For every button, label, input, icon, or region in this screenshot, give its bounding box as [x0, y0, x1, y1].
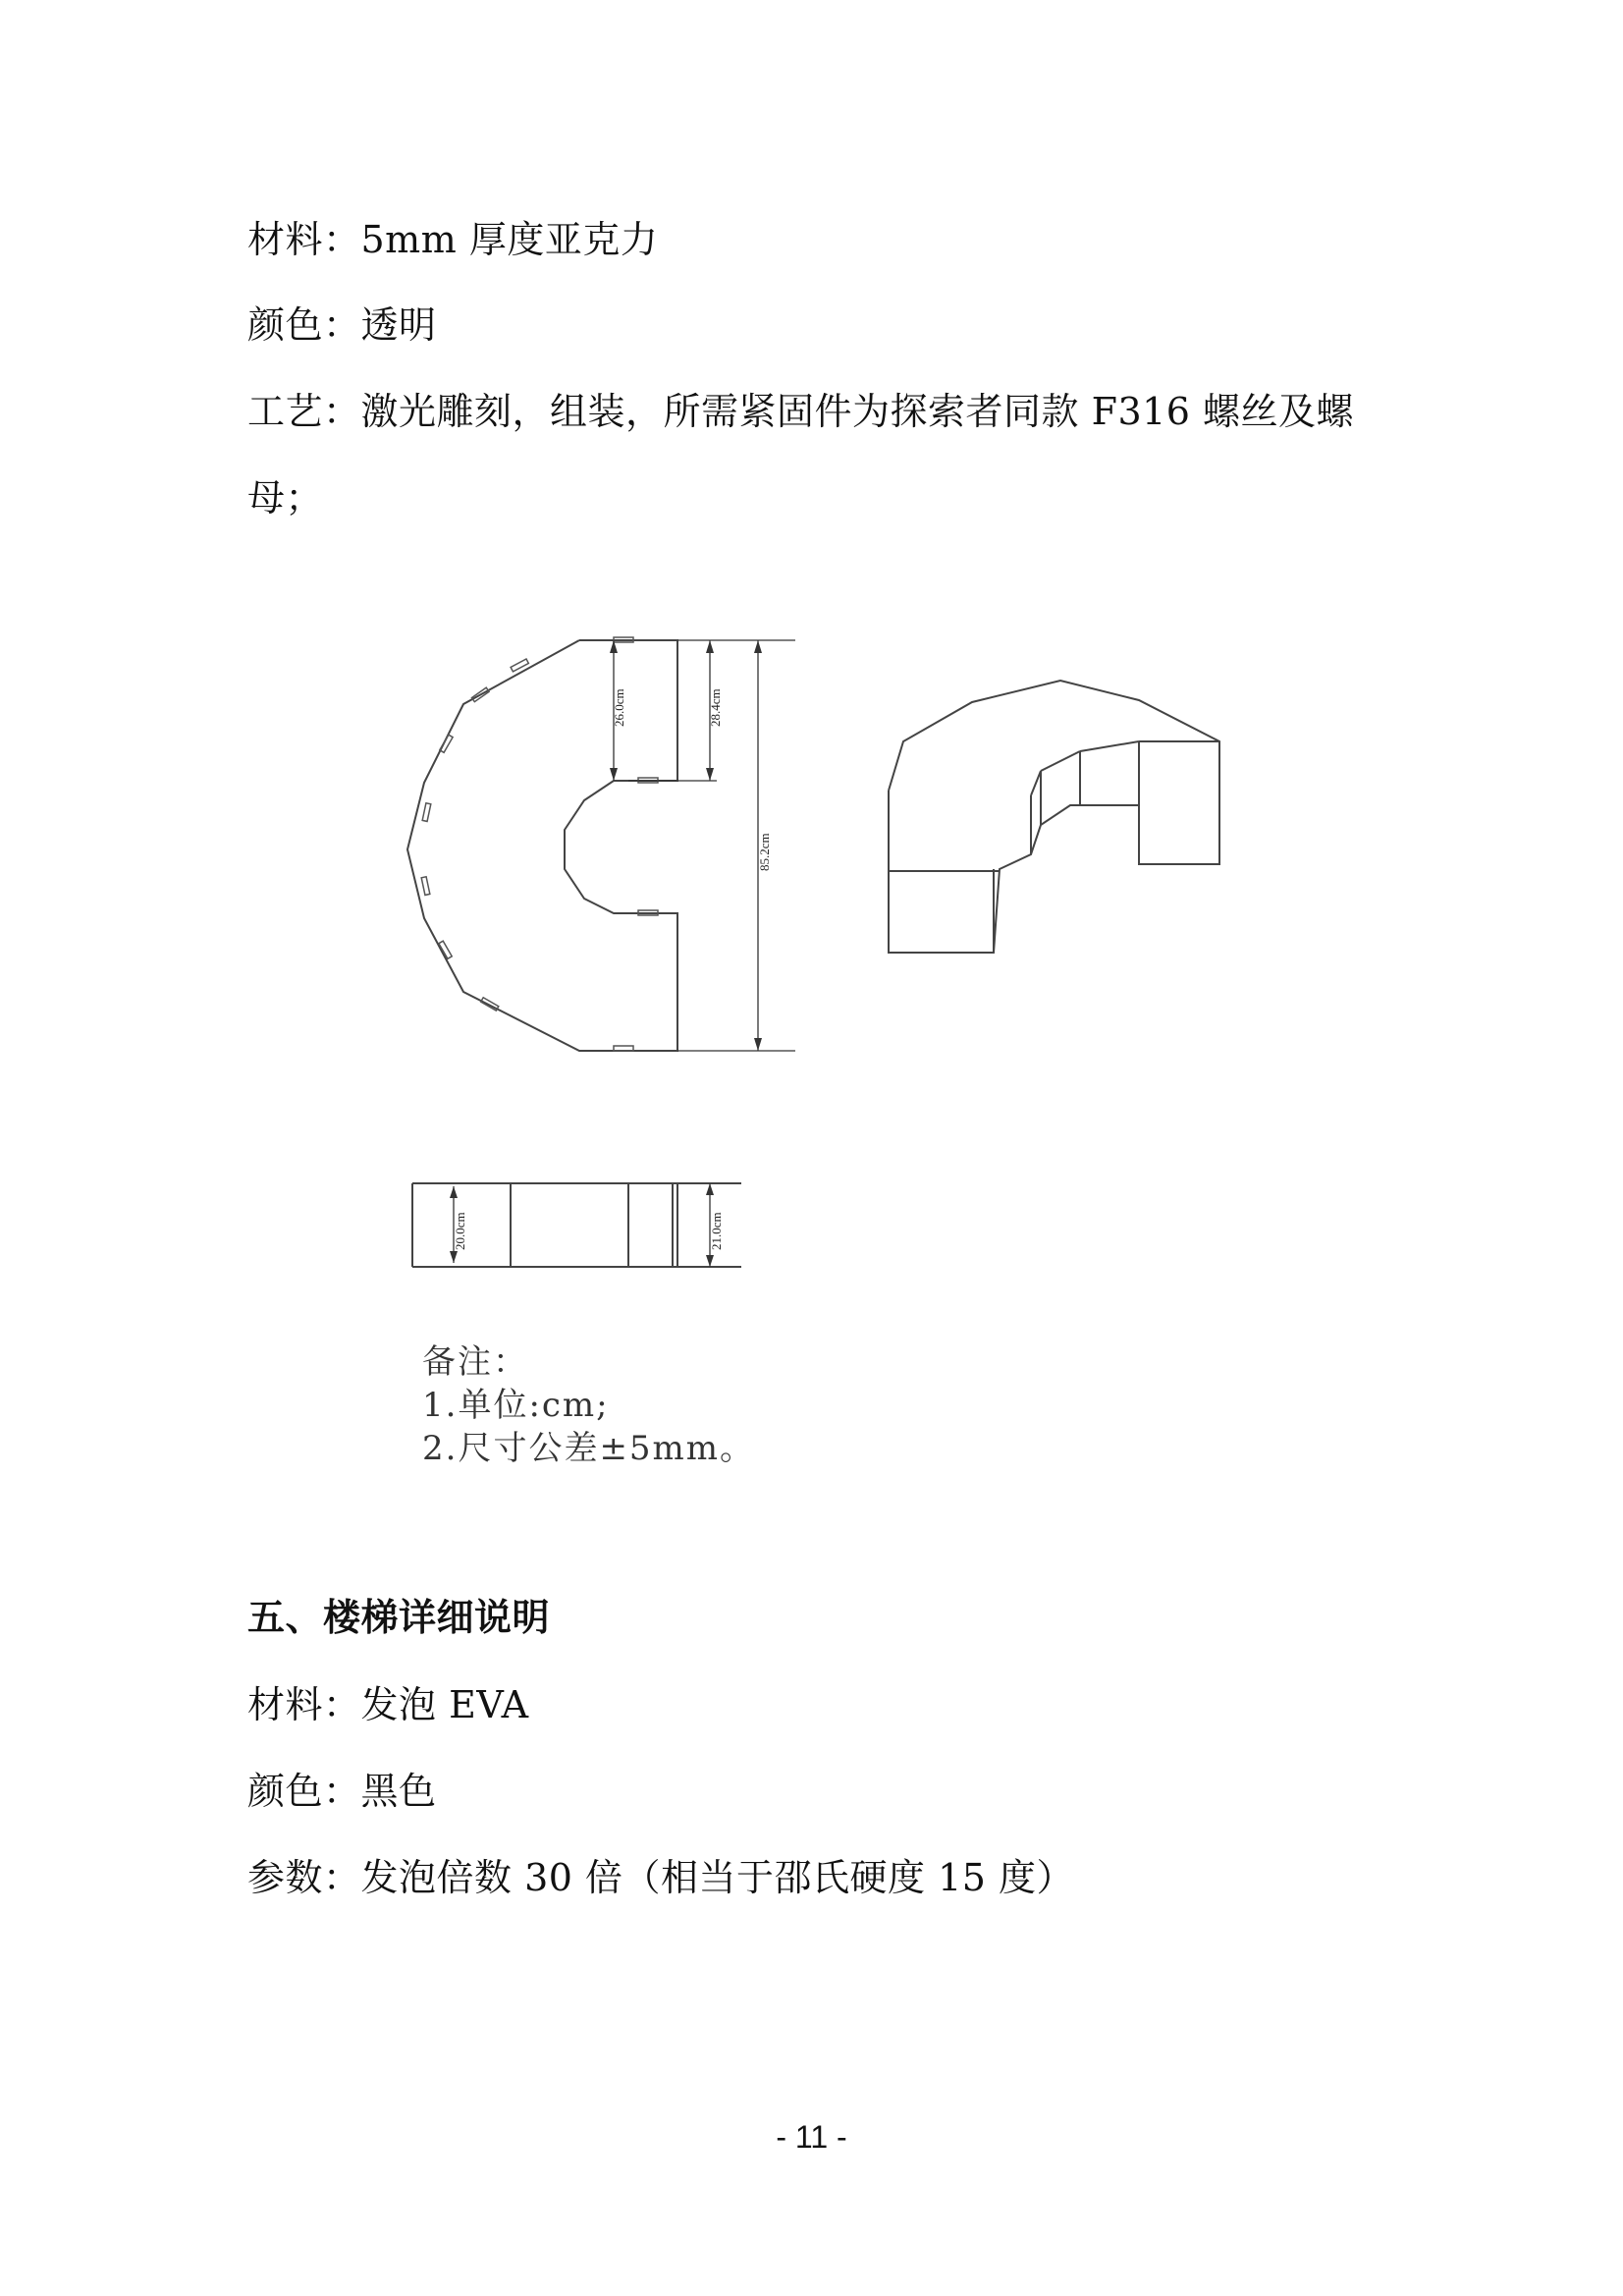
isometric-view — [889, 681, 1219, 953]
dim-total-height-label: 21.0cm — [709, 1212, 724, 1250]
color-line: 颜色：透明 — [247, 303, 437, 347]
side-dimension-lines — [454, 1183, 710, 1267]
material-line: 材料：5mm 厚度亚克力 — [247, 218, 659, 261]
section-five-heading: 五、楼梯详细说明 — [247, 1596, 551, 1639]
process-line-2: 母； — [247, 476, 324, 519]
stairs-params-line: 参数：发泡倍数 30 倍（相当于邵氏硬度 15 度） — [247, 1856, 1075, 1899]
side-view-drawing — [393, 1159, 766, 1277]
dim-inner-height-label: 20.0cm — [453, 1212, 467, 1250]
top-view-drawing — [393, 614, 1257, 1066]
dim-total-length-label: 85.2cm — [757, 833, 772, 871]
plan-outline — [407, 640, 677, 1051]
dimension-arrows — [610, 640, 762, 1051]
side-dimension-arrows — [450, 1183, 714, 1267]
notes-tolerance: 2.尺寸公差±5mm。 — [422, 1429, 756, 1468]
stairs-material-line: 材料：发泡 EVA — [247, 1683, 529, 1726]
stairs-color-line: 颜色：黑色 — [247, 1770, 437, 1813]
dim-arm-depth-label: 28.4cm — [708, 688, 723, 727]
notes-unit: 1.单位:cm; — [422, 1386, 610, 1425]
dim-inner-depth-label: 26.0cm — [612, 688, 626, 727]
page-number: - 11 - — [776, 2119, 847, 2155]
process-line-1: 工艺：激光雕刻，组装，所需紧固件为探索者同款 F316 螺丝及螺 — [247, 390, 1355, 433]
notes-title: 备注： — [422, 1342, 528, 1382]
drawing-notes — [422, 1340, 755, 1470]
